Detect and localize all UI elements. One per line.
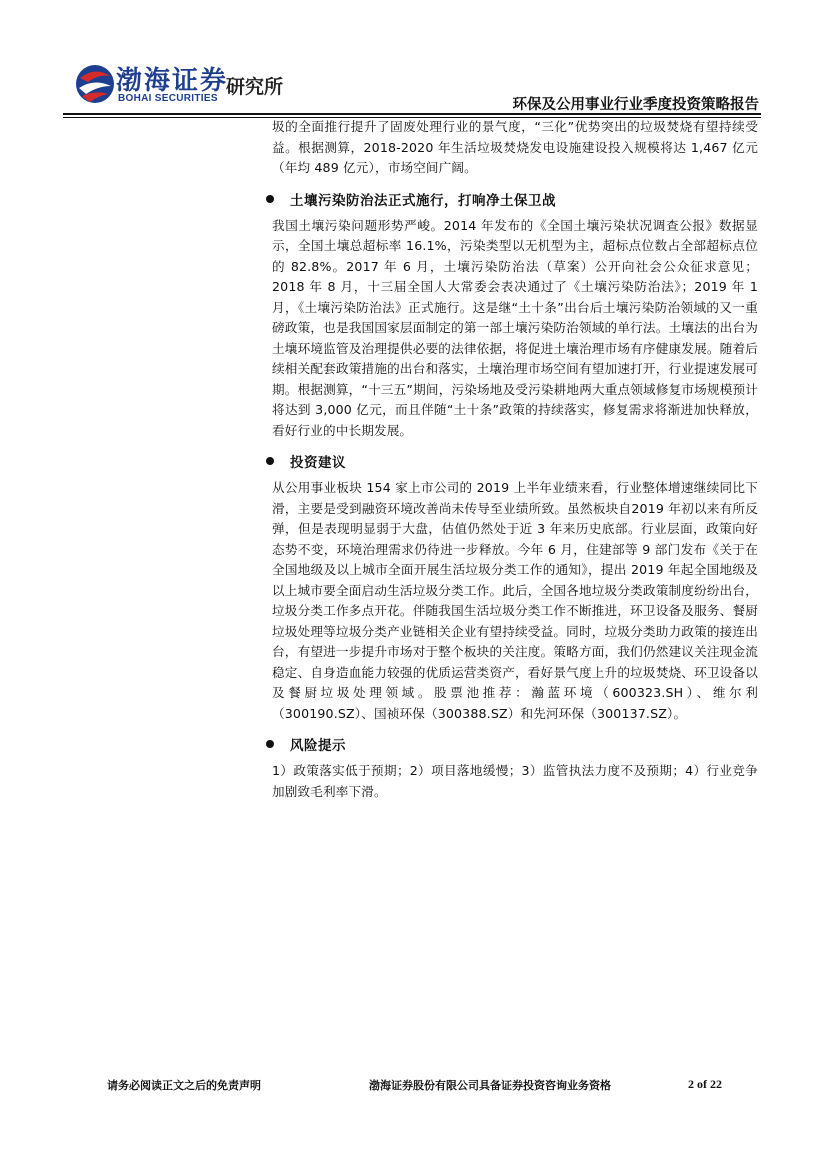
logo-chinese-name: 渤海证券 xyxy=(116,66,229,96)
report-body xyxy=(272,117,758,802)
section-heading-text: 风险提示 xyxy=(290,738,346,754)
bullet-icon xyxy=(266,457,274,465)
section-heading-soil-law xyxy=(266,188,758,210)
report-title: 环保及公用事业行业季度投资策略报告 xyxy=(512,97,759,113)
company-logo xyxy=(74,60,236,110)
bullet-icon xyxy=(266,740,274,748)
bullet-icon xyxy=(266,195,274,203)
bohai-logo-icon xyxy=(74,62,116,106)
footer-disclaimer: 请务必阅读正文之后的免责声明 xyxy=(107,1079,261,1092)
header-divider xyxy=(63,113,761,115)
section-heading-text: 投资建议 xyxy=(290,455,346,471)
section-heading-risk xyxy=(266,733,758,755)
section-paragraph-soil-law: 我国土壤污染问题形势严峻。2014 年发布的《全国土壤污染状况调查公报》数据显示，全国土壤总超标率 16.1%，污染类型以无机型为主，超标点位数占全部超标点位的 82.8%。2017 年 6 月，土壤污染防治法（草案）公开向社会公众征求意见；2018 年 8 月，十三届全国人大常委会表决通过了《土壤污染防治法》；2019 年 1 月，《土壤污染防治法》正式施行。这是继“土十条”出台后土壤污染防治领域的又一重磅政策，也是我国国家层面制定的第一部土壤污染防治领域的单行法。土壤法的出台为土壤环境监管及治理提供必要的法律依据，将促进土壤治理市场有序健康发展。随着后续相关配套政策措施的出台和落实，土壤治理市场空间有望加速打开，行业提速发展可期。根据测算，“十三五”期间，污染场地及受污染耕地两大重点领域修复市场规模预计将达到 3,000 亿元，而且伴随“土十条”政策的持续落实，修复需求将渐进加快释放，看好行业的中长期发展。 xyxy=(272,217,758,438)
intro-paragraph: 圾的全面推行提升了固废处理行业的景气度，“三化”优势突出的垃圾焚烧有望持续受益。根据测算，2018-2020 年生活垃圾焚烧发电设施建设投入规模将达 1,467 亿元（年均 489 亿元），市场空间广阔。 xyxy=(272,119,758,175)
department-label: 研究所 xyxy=(226,76,284,98)
logo-english-name: BOHAI SECURITIES xyxy=(118,93,218,104)
footer-qualification: 渤海证券股份有限公司具备证券投资咨询业务资格 xyxy=(369,1079,611,1092)
section-heading-investment xyxy=(266,450,758,472)
page-footer xyxy=(0,1077,827,1097)
page-number: 2 of 22 xyxy=(688,1077,722,1091)
section-paragraph-investment: 从公用事业板块 154 家上市公司的 2019 上半年业绩来看，行业整体增速继续同比下滑，主要是受到融资环境改善尚未传导至业绩所致。虽然板块自2019 年初以来有所反弹，但是表现明显弱于大盘，估值仍然处于近 3 年来历史底部。行业层面，政策向好态势不变，环境治理需求仍待进一步释放。今年 6 月，住建部等 9 部门发布《关于在全国地级及以上城市全面开展生活垃圾分类工作的通知》，提出 2019 年起全国地级及以上城市要全面启动生活垃圾分类工作。此后，全国各地垃圾分类政策制度纷纷出台，垃圾分类工作多点开花。伴随我国生活垃圾分类工作不断推进，环卫设备及服务、餐厨垃圾处理等垃圾分类产业链相关企业有望持续受益。同时，垃圾分类助力政策的接连出台，有望进一步提升市场对于整个板块的关注度。策略方面，我们仍然建议关注现金流稳定、自身造血能力较强的优质运营类资产，看好景气度上升的垃圾焚烧、环卫设备以及餐厨垃圾处理领域。股票池推荐：瀚蓝环境（600323.SH）、维尔利（300190.SZ）、国祯环保（300388.SZ）和先河环保（300137.SZ）。 xyxy=(272,480,758,721)
section-heading-text: 土壤污染防治法正式施行，打响净土保卫战 xyxy=(290,192,556,209)
section-paragraph-risk: 1）政策落实低于预期；2）项目落地缓慢；3）监管执法力度不及预期；4）行业竞争加剧致毛利率下滑。 xyxy=(272,763,758,799)
